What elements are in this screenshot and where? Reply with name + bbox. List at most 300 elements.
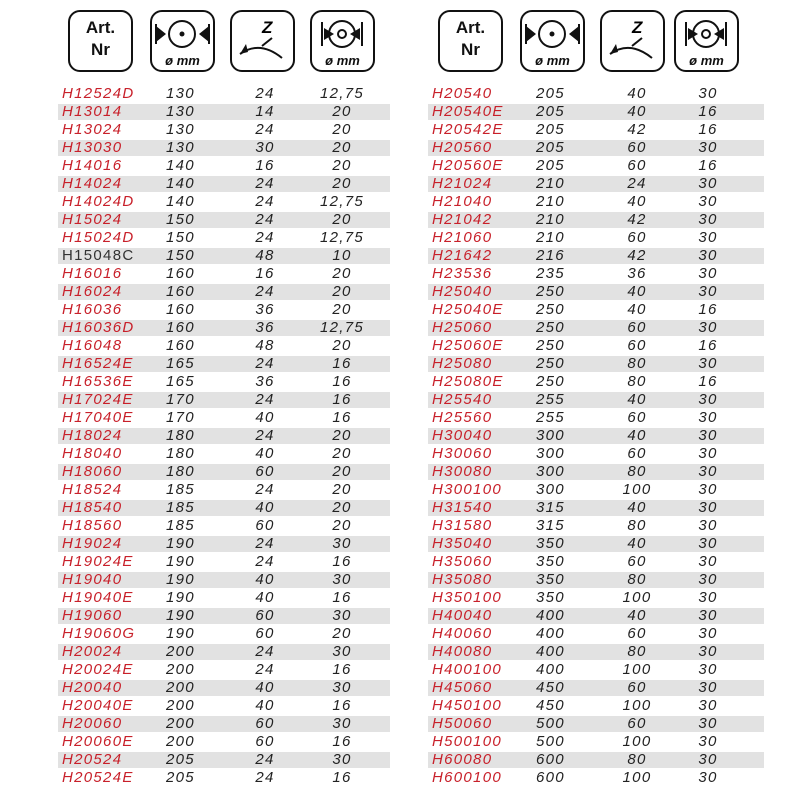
teeth-value: 40 bbox=[255, 499, 275, 516]
diameter-value: 200 bbox=[166, 733, 195, 750]
diameter-value: 300 bbox=[536, 463, 565, 480]
right-table bbox=[428, 0, 764, 787]
diameter-value: 205 bbox=[166, 769, 195, 786]
article-number: H450100 bbox=[432, 697, 502, 714]
teeth-value: 40 bbox=[255, 589, 275, 606]
diameter-value: 350 bbox=[536, 535, 565, 552]
bore-value: 20 bbox=[332, 139, 352, 156]
teeth-value: 24 bbox=[255, 751, 275, 768]
bore-value: 16 bbox=[332, 391, 352, 408]
table-row bbox=[58, 499, 396, 517]
teeth-value: 24 bbox=[255, 229, 275, 246]
diameter-value: 350 bbox=[536, 553, 565, 570]
diameter-value: 130 bbox=[166, 139, 195, 156]
article-number: H20024E bbox=[62, 661, 134, 678]
teeth-value: 36 bbox=[255, 373, 275, 390]
diameter-value: 180 bbox=[166, 427, 195, 444]
bore-header bbox=[674, 10, 739, 72]
teeth-value: 42 bbox=[627, 211, 647, 228]
teeth-value: 40 bbox=[627, 607, 647, 624]
diameter-value: 600 bbox=[536, 751, 565, 768]
article-number: H30040 bbox=[432, 427, 493, 444]
bore-value: 16 bbox=[332, 661, 352, 678]
table-row bbox=[428, 607, 764, 625]
teeth-value: 24 bbox=[255, 355, 275, 372]
bore-value: 16 bbox=[698, 157, 718, 174]
art-nr-header bbox=[68, 10, 133, 72]
diameter-value: 180 bbox=[166, 463, 195, 480]
teeth-value: 40 bbox=[627, 427, 647, 444]
bore-value: 16 bbox=[332, 589, 352, 606]
article-number: H18540 bbox=[62, 499, 123, 516]
article-number: H30060 bbox=[432, 445, 493, 462]
article-number: H13014 bbox=[62, 103, 123, 120]
article-number: H16036 bbox=[62, 301, 123, 318]
table-row bbox=[428, 337, 764, 355]
diameter-value: 210 bbox=[536, 193, 565, 210]
table-row bbox=[428, 625, 764, 643]
diameter-value: 190 bbox=[166, 589, 195, 606]
article-number: H25060 bbox=[432, 319, 493, 336]
teeth-value: 24 bbox=[255, 769, 275, 786]
saw-blade-bore-icon bbox=[676, 12, 737, 54]
teeth-value: 24 bbox=[255, 283, 275, 300]
article-number: H31540 bbox=[432, 499, 493, 516]
teeth-value: 24 bbox=[255, 121, 275, 138]
table-row bbox=[428, 175, 764, 193]
article-number: H18560 bbox=[62, 517, 123, 534]
teeth-value: 60 bbox=[627, 409, 647, 426]
teeth-value: 40 bbox=[627, 535, 647, 552]
table-row bbox=[58, 769, 396, 787]
article-number: H31580 bbox=[432, 517, 493, 534]
article-number: H60080 bbox=[432, 751, 493, 768]
bore-value: 20 bbox=[332, 157, 352, 174]
article-number: H25080 bbox=[432, 355, 493, 372]
article-number: H25080E bbox=[432, 373, 504, 390]
table-row bbox=[428, 121, 764, 139]
teeth-value: 48 bbox=[255, 337, 275, 354]
article-number: H21060 bbox=[432, 229, 493, 246]
article-number: H23536 bbox=[432, 265, 493, 282]
table-row bbox=[428, 229, 764, 247]
bore-value: 16 bbox=[332, 697, 352, 714]
diameter-value: 150 bbox=[166, 229, 195, 246]
teeth-value: 60 bbox=[627, 229, 647, 246]
diameter-value: 250 bbox=[536, 301, 565, 318]
diameter-value: 190 bbox=[166, 607, 195, 624]
teeth-value: 40 bbox=[627, 283, 647, 300]
table-row bbox=[428, 427, 764, 445]
saw-blade-diameter-icon bbox=[152, 12, 213, 54]
table-row bbox=[428, 157, 764, 175]
teeth-value: 24 bbox=[255, 193, 275, 210]
article-number: H350100 bbox=[432, 589, 502, 606]
teeth-value: 80 bbox=[627, 643, 647, 660]
table-row bbox=[428, 643, 764, 661]
bore-value: 30 bbox=[698, 247, 718, 264]
nr-label: Nr bbox=[91, 40, 110, 59]
teeth-value: 100 bbox=[622, 589, 652, 606]
diameter-value: 200 bbox=[166, 661, 195, 678]
table-row bbox=[58, 373, 396, 391]
bore-value: 30 bbox=[698, 751, 718, 768]
article-number: H18040 bbox=[62, 445, 123, 462]
bore-value: 30 bbox=[698, 319, 718, 336]
table-row bbox=[58, 409, 396, 427]
article-number: H35060 bbox=[432, 553, 493, 570]
diameter-value: 170 bbox=[166, 409, 195, 426]
teeth-value: 80 bbox=[627, 751, 647, 768]
teeth-value: 24 bbox=[255, 391, 275, 408]
teeth-value: 40 bbox=[627, 391, 647, 408]
diameter-value: 255 bbox=[536, 391, 565, 408]
table-row bbox=[428, 463, 764, 481]
diameter-value: 350 bbox=[536, 571, 565, 588]
saw-blade-bore-icon bbox=[312, 12, 373, 54]
diameter-value: 300 bbox=[536, 427, 565, 444]
article-number: H16524E bbox=[62, 355, 134, 372]
bore-value: 12,75 bbox=[319, 193, 365, 210]
bore-value: 30 bbox=[698, 517, 718, 534]
bore-value: 30 bbox=[698, 607, 718, 624]
left-table bbox=[58, 0, 396, 787]
teeth-value: 24 bbox=[255, 85, 275, 102]
table-row bbox=[58, 283, 396, 301]
diameter-value: 190 bbox=[166, 571, 195, 588]
bore-value: 16 bbox=[698, 301, 718, 318]
diameter-value: 185 bbox=[166, 517, 195, 534]
bore-value: 16 bbox=[332, 355, 352, 372]
diameter-value: 185 bbox=[166, 481, 195, 498]
article-number: H25040E bbox=[432, 301, 504, 318]
bore-value: 12,75 bbox=[319, 319, 365, 336]
teeth-value: 42 bbox=[627, 247, 647, 264]
diameter-unit-label: ø mm bbox=[535, 53, 570, 68]
table-row bbox=[58, 517, 396, 535]
diameter-value: 130 bbox=[166, 103, 195, 120]
table-row bbox=[58, 85, 396, 103]
teeth-value: 60 bbox=[255, 733, 275, 750]
table-row bbox=[428, 553, 764, 571]
bore-value: 12,75 bbox=[319, 85, 365, 102]
bore-value: 20 bbox=[332, 625, 352, 642]
diameter-value: 235 bbox=[536, 265, 565, 282]
table-row bbox=[428, 499, 764, 517]
article-number: H20024 bbox=[62, 643, 123, 660]
teeth-value: 100 bbox=[622, 733, 652, 750]
diameter-value: 190 bbox=[166, 535, 195, 552]
diameter-value: 210 bbox=[536, 229, 565, 246]
bore-value: 30 bbox=[698, 85, 718, 102]
article-number: H15024D bbox=[62, 229, 135, 246]
teeth-value: 40 bbox=[627, 103, 647, 120]
teeth-value: 60 bbox=[627, 625, 647, 642]
article-number: H16016 bbox=[62, 265, 123, 282]
table-row bbox=[58, 157, 396, 175]
diameter-value: 205 bbox=[536, 157, 565, 174]
teeth-value: 80 bbox=[627, 355, 647, 372]
diameter-value: 160 bbox=[166, 283, 195, 300]
article-number: H19060 bbox=[62, 607, 123, 624]
diameter-value: 400 bbox=[536, 661, 565, 678]
table-row bbox=[428, 481, 764, 499]
teeth-value: 24 bbox=[255, 175, 275, 192]
bore-value: 30 bbox=[698, 139, 718, 156]
article-number: H25060E bbox=[432, 337, 504, 354]
table-row bbox=[428, 247, 764, 265]
table-row bbox=[428, 319, 764, 337]
table-row bbox=[58, 193, 396, 211]
table-row bbox=[58, 733, 396, 751]
diameter-value: 200 bbox=[166, 697, 195, 714]
table-row bbox=[428, 517, 764, 535]
teeth-value: 40 bbox=[627, 499, 647, 516]
bore-value: 30 bbox=[698, 679, 718, 696]
diameter-value: 350 bbox=[536, 589, 565, 606]
article-number: H21642 bbox=[432, 247, 493, 264]
diameter-value: 200 bbox=[166, 679, 195, 696]
teeth-value: 60 bbox=[627, 139, 647, 156]
article-number: H12524D bbox=[62, 85, 135, 102]
diameter-value: 315 bbox=[536, 517, 565, 534]
bore-value: 20 bbox=[332, 283, 352, 300]
article-number: H14016 bbox=[62, 157, 123, 174]
table-row bbox=[428, 697, 764, 715]
table-row bbox=[58, 571, 396, 589]
article-number: H13030 bbox=[62, 139, 123, 156]
article-number: H16024 bbox=[62, 283, 123, 300]
teeth-value: 100 bbox=[622, 697, 652, 714]
diameter-value: 250 bbox=[536, 319, 565, 336]
bore-value: 30 bbox=[698, 769, 718, 786]
table-row bbox=[58, 445, 396, 463]
diameter-value: 160 bbox=[166, 337, 195, 354]
teeth-value: 30 bbox=[255, 139, 275, 156]
article-number: H14024 bbox=[62, 175, 123, 192]
table-row bbox=[58, 679, 396, 697]
bore-value: 30 bbox=[698, 589, 718, 606]
bore-value: 20 bbox=[332, 517, 352, 534]
diameter-value: 250 bbox=[536, 283, 565, 300]
table-row bbox=[428, 301, 764, 319]
bore-value: 30 bbox=[698, 697, 718, 714]
bore-value: 30 bbox=[332, 751, 352, 768]
left-rows bbox=[58, 85, 396, 787]
teeth-value: 80 bbox=[627, 517, 647, 534]
teeth-header bbox=[600, 10, 665, 72]
bore-value: 16 bbox=[698, 337, 718, 354]
bore-value: 30 bbox=[698, 427, 718, 444]
teeth-value: 80 bbox=[627, 463, 647, 480]
bore-value: 20 bbox=[332, 265, 352, 282]
bore-value: 16 bbox=[332, 733, 352, 750]
teeth-value: 40 bbox=[255, 679, 275, 696]
diameter-value: 200 bbox=[166, 715, 195, 732]
table-row bbox=[58, 715, 396, 733]
teeth-value: 60 bbox=[627, 679, 647, 696]
teeth-value: 48 bbox=[255, 247, 275, 264]
article-number: H600100 bbox=[432, 769, 502, 786]
right-header bbox=[428, 0, 764, 85]
table-row bbox=[428, 85, 764, 103]
article-number: H25540 bbox=[432, 391, 493, 408]
bore-value: 30 bbox=[698, 643, 718, 660]
bore-header bbox=[310, 10, 375, 72]
table-row bbox=[58, 553, 396, 571]
left-header bbox=[58, 0, 396, 85]
table-row bbox=[428, 715, 764, 733]
teeth-value: 36 bbox=[255, 319, 275, 336]
article-number: H400100 bbox=[432, 661, 502, 678]
bore-value: 20 bbox=[332, 175, 352, 192]
teeth-label: Z bbox=[632, 18, 643, 37]
diameter-value: 255 bbox=[536, 409, 565, 426]
teeth-value: 100 bbox=[622, 769, 652, 786]
teeth-value: 60 bbox=[627, 157, 647, 174]
teeth-value: 36 bbox=[255, 301, 275, 318]
table-row bbox=[428, 589, 764, 607]
teeth-value: 24 bbox=[255, 643, 275, 660]
table-row bbox=[58, 481, 396, 499]
bore-value: 16 bbox=[332, 409, 352, 426]
article-number: H20060 bbox=[62, 715, 123, 732]
diameter-value: 210 bbox=[536, 175, 565, 192]
saw-blade-diameter-icon bbox=[522, 12, 583, 54]
bore-value: 30 bbox=[698, 265, 718, 282]
diameter-value: 160 bbox=[166, 319, 195, 336]
teeth-value: 24 bbox=[255, 553, 275, 570]
diameter-value: 600 bbox=[536, 769, 565, 786]
diameter-value: 130 bbox=[166, 121, 195, 138]
teeth-value: 24 bbox=[255, 211, 275, 228]
teeth-value: 24 bbox=[255, 661, 275, 678]
teeth-header bbox=[230, 10, 295, 72]
table-row bbox=[58, 355, 396, 373]
article-number: H18524 bbox=[62, 481, 123, 498]
diameter-unit-label: ø mm bbox=[165, 53, 200, 68]
bore-value: 30 bbox=[332, 607, 352, 624]
bore-value: 30 bbox=[698, 211, 718, 228]
diameter-value: 216 bbox=[536, 247, 565, 264]
teeth-value: 60 bbox=[255, 625, 275, 642]
teeth-value: 80 bbox=[627, 373, 647, 390]
table-row bbox=[58, 301, 396, 319]
table-row bbox=[428, 769, 764, 787]
diameter-value: 130 bbox=[166, 85, 195, 102]
table-row bbox=[58, 247, 396, 265]
bore-value: 30 bbox=[698, 571, 718, 588]
table-row bbox=[428, 103, 764, 121]
diameter-header bbox=[520, 10, 585, 72]
teeth-value: 40 bbox=[255, 445, 275, 462]
teeth-value: 60 bbox=[627, 445, 647, 462]
bore-value: 30 bbox=[698, 283, 718, 300]
article-number: H21024 bbox=[432, 175, 493, 192]
diameter-value: 400 bbox=[536, 625, 565, 642]
bore-value: 30 bbox=[332, 679, 352, 696]
table-row bbox=[58, 427, 396, 445]
article-number: H45060 bbox=[432, 679, 493, 696]
diameter-value: 400 bbox=[536, 643, 565, 660]
diameter-value: 450 bbox=[536, 697, 565, 714]
article-number: H20040E bbox=[62, 697, 134, 714]
bore-value: 20 bbox=[332, 337, 352, 354]
bore-value: 16 bbox=[698, 373, 718, 390]
table-row bbox=[428, 751, 764, 769]
table-row bbox=[58, 643, 396, 661]
table-row bbox=[58, 589, 396, 607]
bore-value: 30 bbox=[698, 499, 718, 516]
bore-value: 30 bbox=[332, 571, 352, 588]
diameter-value: 300 bbox=[536, 445, 565, 462]
teeth-value: 40 bbox=[627, 301, 647, 318]
diameter-value: 315 bbox=[536, 499, 565, 516]
bore-value: 30 bbox=[698, 715, 718, 732]
article-number: H25560 bbox=[432, 409, 493, 426]
bore-value: 30 bbox=[698, 391, 718, 408]
article-number: H50060 bbox=[432, 715, 493, 732]
diameter-value: 250 bbox=[536, 373, 565, 390]
article-number: H35080 bbox=[432, 571, 493, 588]
bore-value: 30 bbox=[698, 445, 718, 462]
teeth-value: 60 bbox=[627, 319, 647, 336]
diameter-value: 500 bbox=[536, 733, 565, 750]
table-row bbox=[428, 445, 764, 463]
bore-value: 20 bbox=[332, 427, 352, 444]
table-row bbox=[58, 103, 396, 121]
article-number: H20542E bbox=[432, 121, 504, 138]
bore-unit-label: ø mm bbox=[325, 53, 360, 68]
table-row bbox=[428, 265, 764, 283]
nr-label: Nr bbox=[461, 40, 480, 59]
teeth-label: Z bbox=[262, 18, 273, 37]
table-row bbox=[58, 337, 396, 355]
diameter-value: 150 bbox=[166, 247, 195, 264]
table-row bbox=[58, 265, 396, 283]
diameter-value: 180 bbox=[166, 445, 195, 462]
article-number: H21042 bbox=[432, 211, 493, 228]
article-number: H17040E bbox=[62, 409, 134, 426]
table-row bbox=[58, 391, 396, 409]
teeth-value: 40 bbox=[255, 571, 275, 588]
bore-value: 16 bbox=[698, 121, 718, 138]
article-number: H15024 bbox=[62, 211, 123, 228]
bore-value: 20 bbox=[332, 211, 352, 228]
bore-value: 30 bbox=[698, 463, 718, 480]
table-row bbox=[58, 139, 396, 157]
art-nr-header bbox=[438, 10, 503, 72]
bore-value: 10 bbox=[332, 247, 352, 264]
article-number: H20524E bbox=[62, 769, 134, 786]
table-row bbox=[428, 355, 764, 373]
diameter-value: 210 bbox=[536, 211, 565, 228]
table-row bbox=[428, 283, 764, 301]
article-number: H40060 bbox=[432, 625, 493, 642]
article-number: H20040 bbox=[62, 679, 123, 696]
article-number: H20540 bbox=[432, 85, 493, 102]
table-row bbox=[428, 193, 764, 211]
bore-value: 16 bbox=[332, 769, 352, 786]
teeth-value: 40 bbox=[255, 697, 275, 714]
teeth-value: 24 bbox=[255, 481, 275, 498]
table-row bbox=[58, 121, 396, 139]
bore-value: 30 bbox=[698, 535, 718, 552]
article-number: H20560 bbox=[432, 139, 493, 156]
article-number: H15048C bbox=[62, 247, 135, 264]
diameter-value: 500 bbox=[536, 715, 565, 732]
diameter-value: 200 bbox=[166, 643, 195, 660]
